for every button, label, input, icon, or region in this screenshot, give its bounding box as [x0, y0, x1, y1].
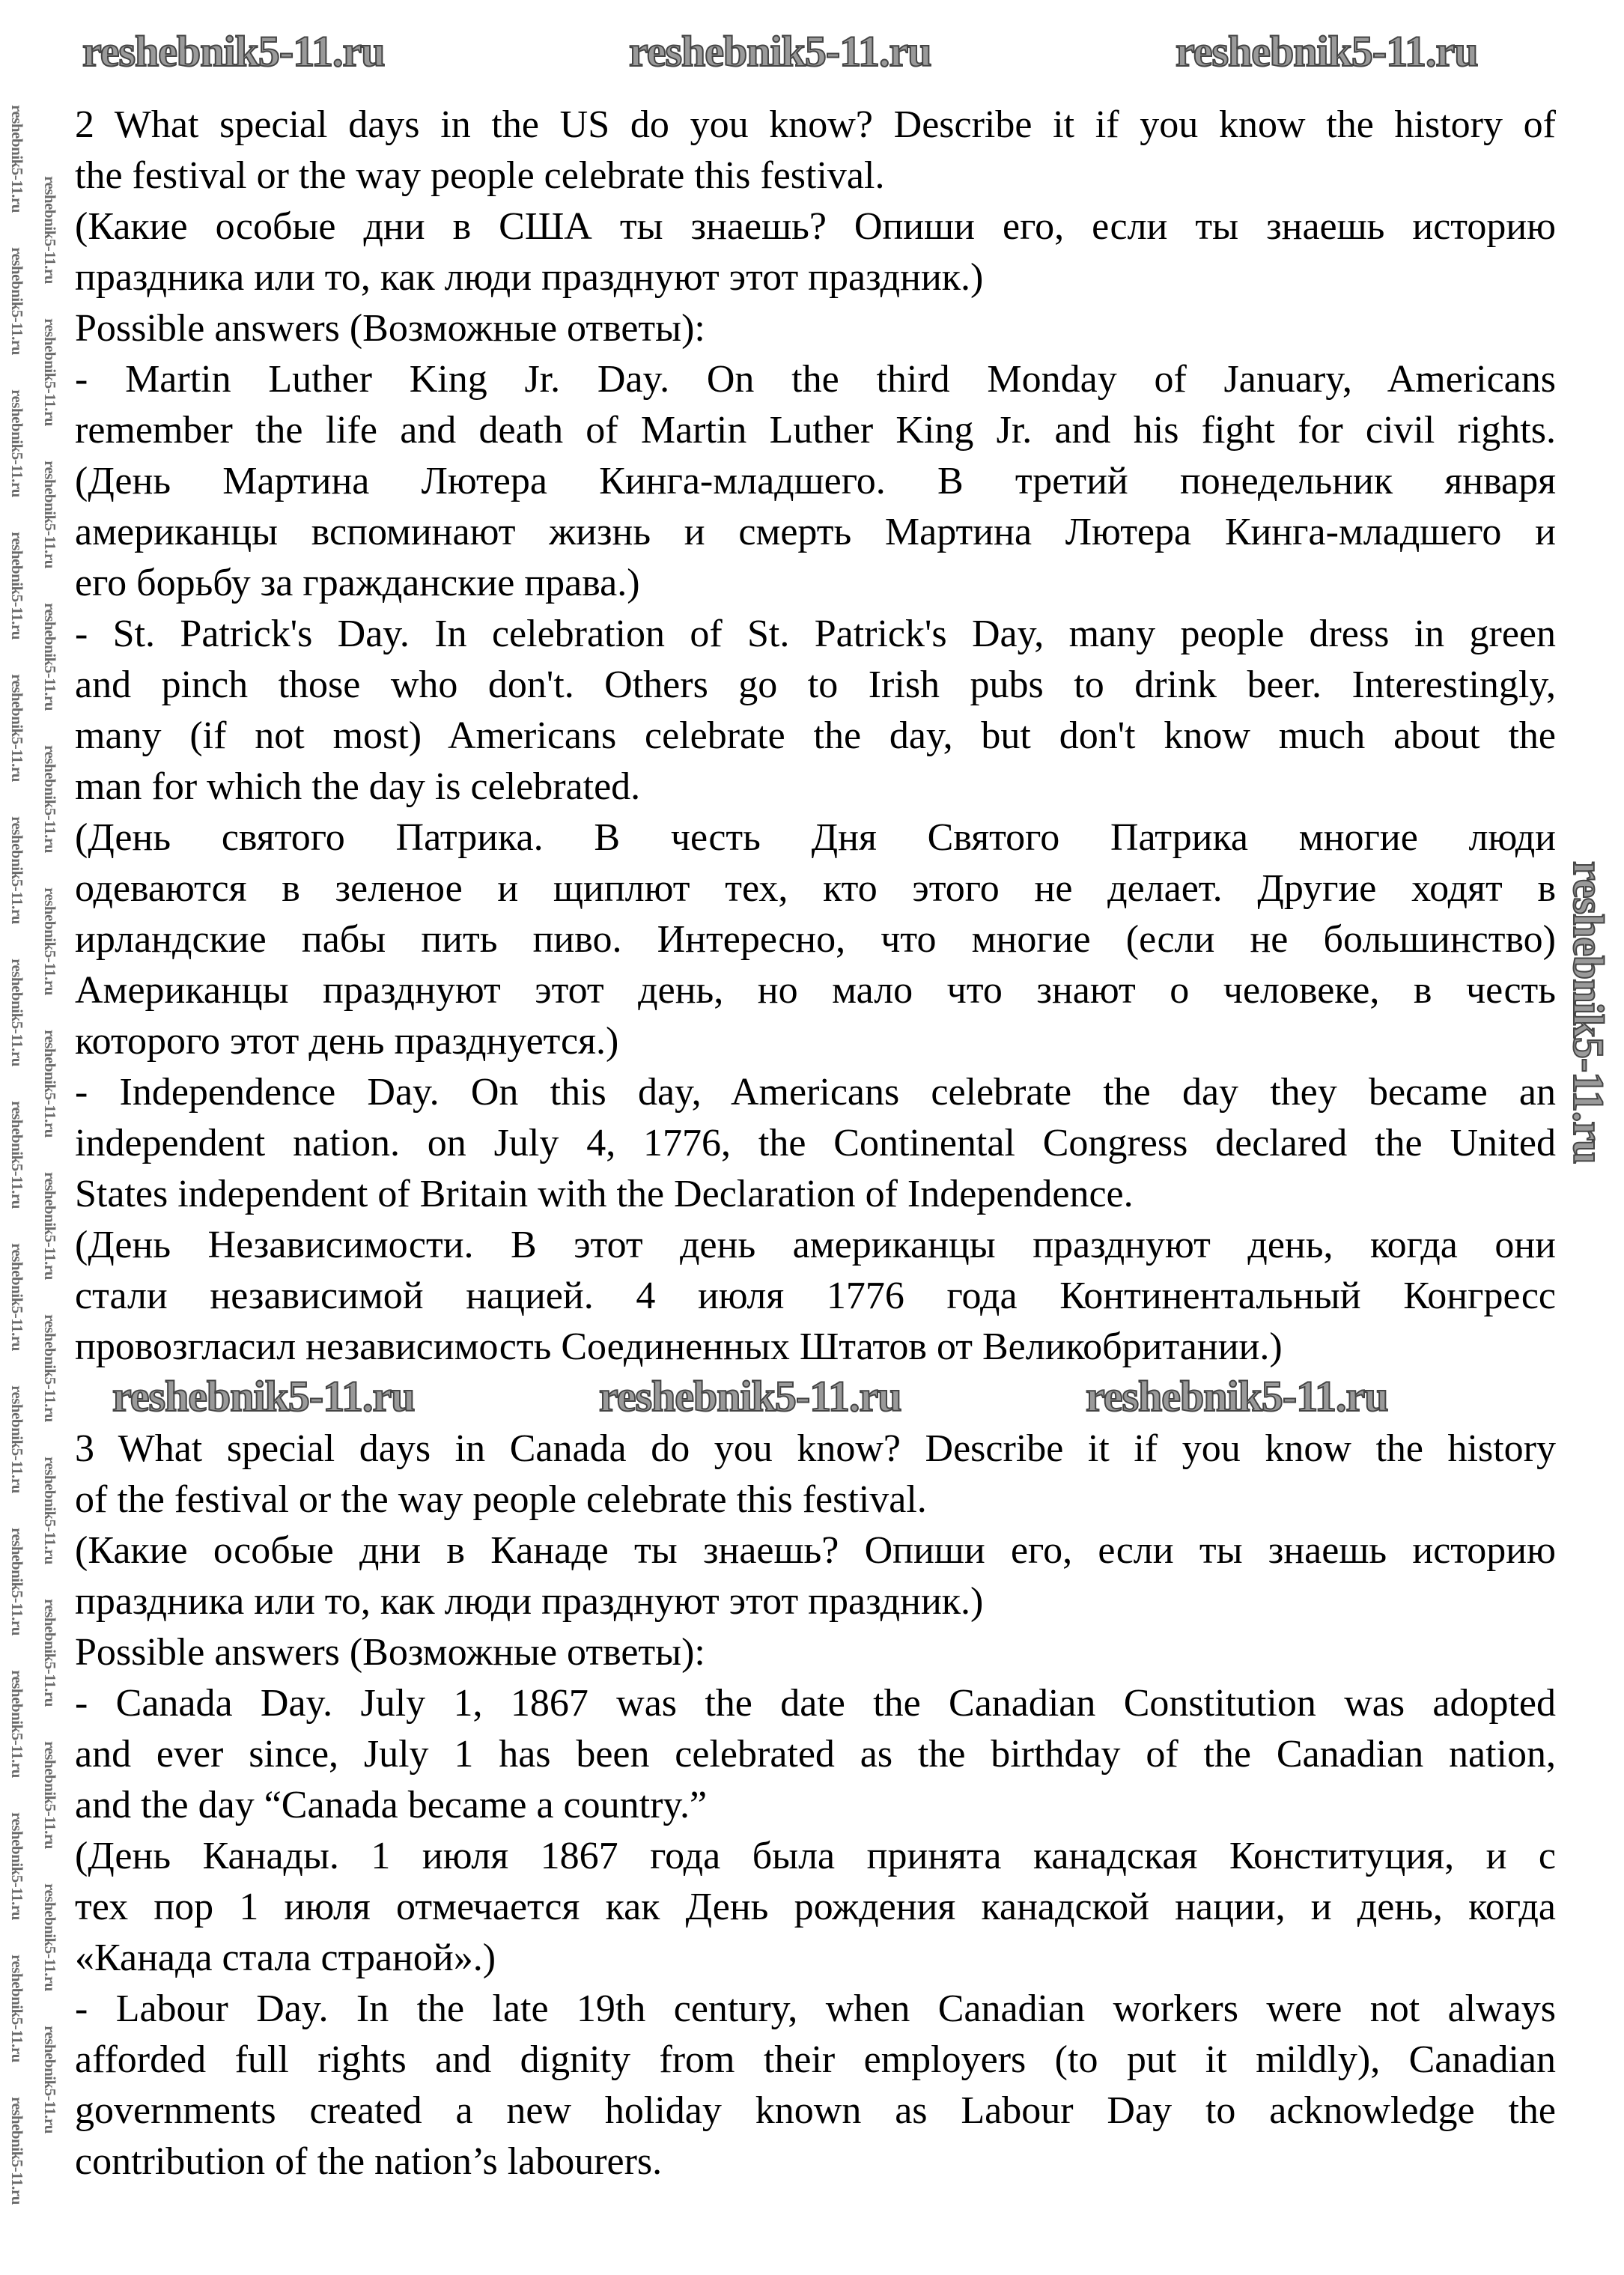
watermark: reshebnik5-11.ru	[8, 959, 26, 1066]
watermark: reshebnik5-11.ru	[41, 1314, 59, 1422]
text-line: тех пор 1 июля отмечается как День рождения канадской нации, и день, когда	[75, 1886, 1556, 1928]
watermark: reshebnik5-11.ru	[8, 1954, 26, 2062]
text-line: (День Канады. 1 июля 1867 года была принята канадская Конституция, и с	[75, 1835, 1556, 1877]
document-body	[75, 100, 1556, 2187]
watermark: reshebnik5-11.ru	[8, 389, 26, 497]
text-line: одеваются в зеленое и щиплют тех, кто этого не делает. Другие ходят в	[75, 867, 1556, 910]
text-line: - Canada Day. July 1, 1867 was the date the Canadian Constitution was adopted	[75, 1682, 1556, 1725]
blank-line	[75, 1373, 1556, 1424]
text-line: 3 What special days in Canada do you know? Describe it if you know the history	[75, 1427, 1556, 1470]
text-line: (Какие особые дни в США ты знаешь? Опиши его, если ты знаешь историю	[75, 205, 1556, 248]
text-line: стали независимой нацией. 4 июля 1776 года Континентальный Конгресс	[75, 1275, 1556, 1317]
text-line: Possible answers (Возможные ответы):	[75, 307, 705, 350]
text-line: которого этот день празднуется.)	[75, 1020, 619, 1063]
watermark: reshebnik5-11.ru	[599, 1372, 901, 1421]
text-line: many (if not most) Americans celebrate the day, but don't know much about the	[75, 714, 1556, 757]
watermark: reshebnik5-11.ru	[8, 1385, 26, 1493]
text-line: Американцы празднуют этот день, но мало что знают о человеке, в честь	[75, 969, 1556, 1012]
paragraph	[75, 201, 1556, 303]
text-line: contribution of the nation’s labourers.	[75, 2140, 663, 2183]
watermark: reshebnik5-11.ru	[8, 532, 26, 640]
text-line: afforded full rights and dignity from their employers (to put it mildly), Canadian	[75, 2038, 1556, 2081]
watermark: reshebnik5-11.ru	[1086, 1372, 1388, 1421]
watermark: reshebnik5-11.ru	[8, 1243, 26, 1351]
text-line: (Какие особые дни в Канаде ты знаешь? Опиши его, если ты знаешь историю	[75, 1529, 1556, 1572]
watermark: reshebnik5-11.ru	[41, 318, 59, 426]
watermark: reshebnik5-11.ru	[41, 176, 59, 284]
watermark: reshebnik5-11.ru	[41, 1172, 59, 1280]
watermark: reshebnik5-11.ru	[112, 1372, 415, 1421]
text-line: - Independence Day. On this day, Americans celebrate the day they became an	[75, 1071, 1556, 1114]
text-line: governments created a new holiday known as Labour Day to acknowledge the	[75, 2089, 1556, 2132]
paragraph	[75, 354, 1556, 456]
paragraph	[75, 1984, 1556, 2187]
text-line: (День Мартина Лютера Кинга-младшего. В третий понедельник января	[75, 460, 1556, 502]
watermark: reshebnik5-11.ru	[41, 603, 59, 711]
watermark: reshebnik5-11.ru	[8, 1670, 26, 1778]
text-line: independent nation. on July 4, 1776, the Continental Congress declared the United	[75, 1122, 1556, 1164]
text-line: 2 What special days in the US do you know? Describe it if you know the history of	[75, 103, 1556, 146]
text-line: the festival or the way people celebrate this festival.	[75, 154, 885, 197]
watermark: reshebnik5-11.ru	[8, 2097, 26, 2205]
paragraph	[75, 812, 1556, 1067]
watermark: reshebnik5-11.ru	[41, 461, 59, 568]
paragraph	[75, 609, 1556, 812]
watermark: reshebnik5-11.ru	[8, 674, 26, 782]
watermark: reshebnik5-11.ru	[8, 105, 26, 213]
watermark: reshebnik5-11.ru	[1176, 27, 1478, 76]
watermark: reshebnik5-11.ru	[1564, 861, 1613, 1164]
paragraph	[75, 100, 1556, 201]
text-line: провозгласил независимость Соединенных Штатов от Великобритании.)	[75, 1325, 1283, 1368]
text-line: «Канада стала страной».)	[75, 1937, 496, 1979]
text-line: and the day “Canada became a country.”	[75, 1784, 708, 1826]
watermark: reshebnik5-11.ru	[41, 1741, 59, 1849]
watermark: reshebnik5-11.ru	[41, 1599, 59, 1707]
watermark: reshebnik5-11.ru	[8, 816, 26, 924]
paragraph	[75, 1831, 1556, 1984]
text-line: - Labour Day. In the late 19th century, when Canadian workers were not always	[75, 1987, 1556, 2030]
text-line: States independent of Britain with the Declaration of Independence.	[75, 1173, 1134, 1215]
watermark: reshebnik5-11.ru	[629, 27, 931, 76]
text-line: американцы вспоминают жизнь и смерть Мартина Лютера Кинга-младшего и	[75, 511, 1556, 553]
text-line: of the festival or the way people celebrate this festival.	[75, 1478, 927, 1521]
paragraph	[75, 303, 1556, 354]
text-line: праздника или то, как люди празднуют этот праздник.)	[75, 1580, 984, 1623]
watermark: reshebnik5-11.ru	[41, 745, 59, 853]
text-line: man for which the day is celebrated.	[75, 765, 641, 808]
text-line: and pinch those who don't. Others go to Irish pubs to drink beer. Interestingly,	[75, 663, 1556, 706]
text-line: remember the life and death of Martin Luther King Jr. and his fight for civil rights.	[75, 409, 1556, 452]
watermark: reshebnik5-11.ru	[8, 1101, 26, 1209]
text-line: ирландские пабы пить пиво. Интересно, что многие (если не большинство)	[75, 918, 1556, 961]
watermark: reshebnik5-11.ru	[41, 1457, 59, 1564]
paragraph	[75, 1627, 1556, 1678]
text-line: его борьбу за гражданские права.)	[75, 562, 640, 604]
paragraph	[75, 1424, 1556, 1525]
paragraph	[75, 1067, 1556, 1220]
watermark: reshebnik5-11.ru	[82, 27, 385, 76]
watermark: reshebnik5-11.ru	[41, 887, 59, 995]
text-line: and ever since, July 1 has been celebrated as the birthday of the Canadian nation,	[75, 1733, 1556, 1776]
text-line: - St. Patrick's Day. In celebration of St. Patrick's Day, many people dress in green	[75, 613, 1556, 655]
watermark: reshebnik5-11.ru	[41, 2026, 59, 2133]
paragraph	[75, 1525, 1556, 1627]
paragraph	[75, 456, 1556, 609]
watermark: reshebnik5-11.ru	[8, 1528, 26, 1635]
watermark: reshebnik5-11.ru	[41, 1883, 59, 1991]
paragraph	[75, 1220, 1556, 1373]
watermark: reshebnik5-11.ru	[8, 247, 26, 355]
text-line: (День святого Патрика. В честь Дня Святого Патрика многие люди	[75, 816, 1556, 859]
text-line: - Martin Luther King Jr. Day. On the third Monday of January, Americans	[75, 358, 1556, 401]
watermark: reshebnik5-11.ru	[8, 1812, 26, 1920]
text-line: (День Независимости. В этот день американцы празднуют день, когда они	[75, 1224, 1556, 1266]
paragraph	[75, 1678, 1556, 1831]
text-line: праздника или то, как люди празднуют этот праздник.)	[75, 256, 984, 299]
text-line: Possible answers (Возможные ответы):	[75, 1631, 705, 1674]
watermark: reshebnik5-11.ru	[41, 1030, 59, 1138]
